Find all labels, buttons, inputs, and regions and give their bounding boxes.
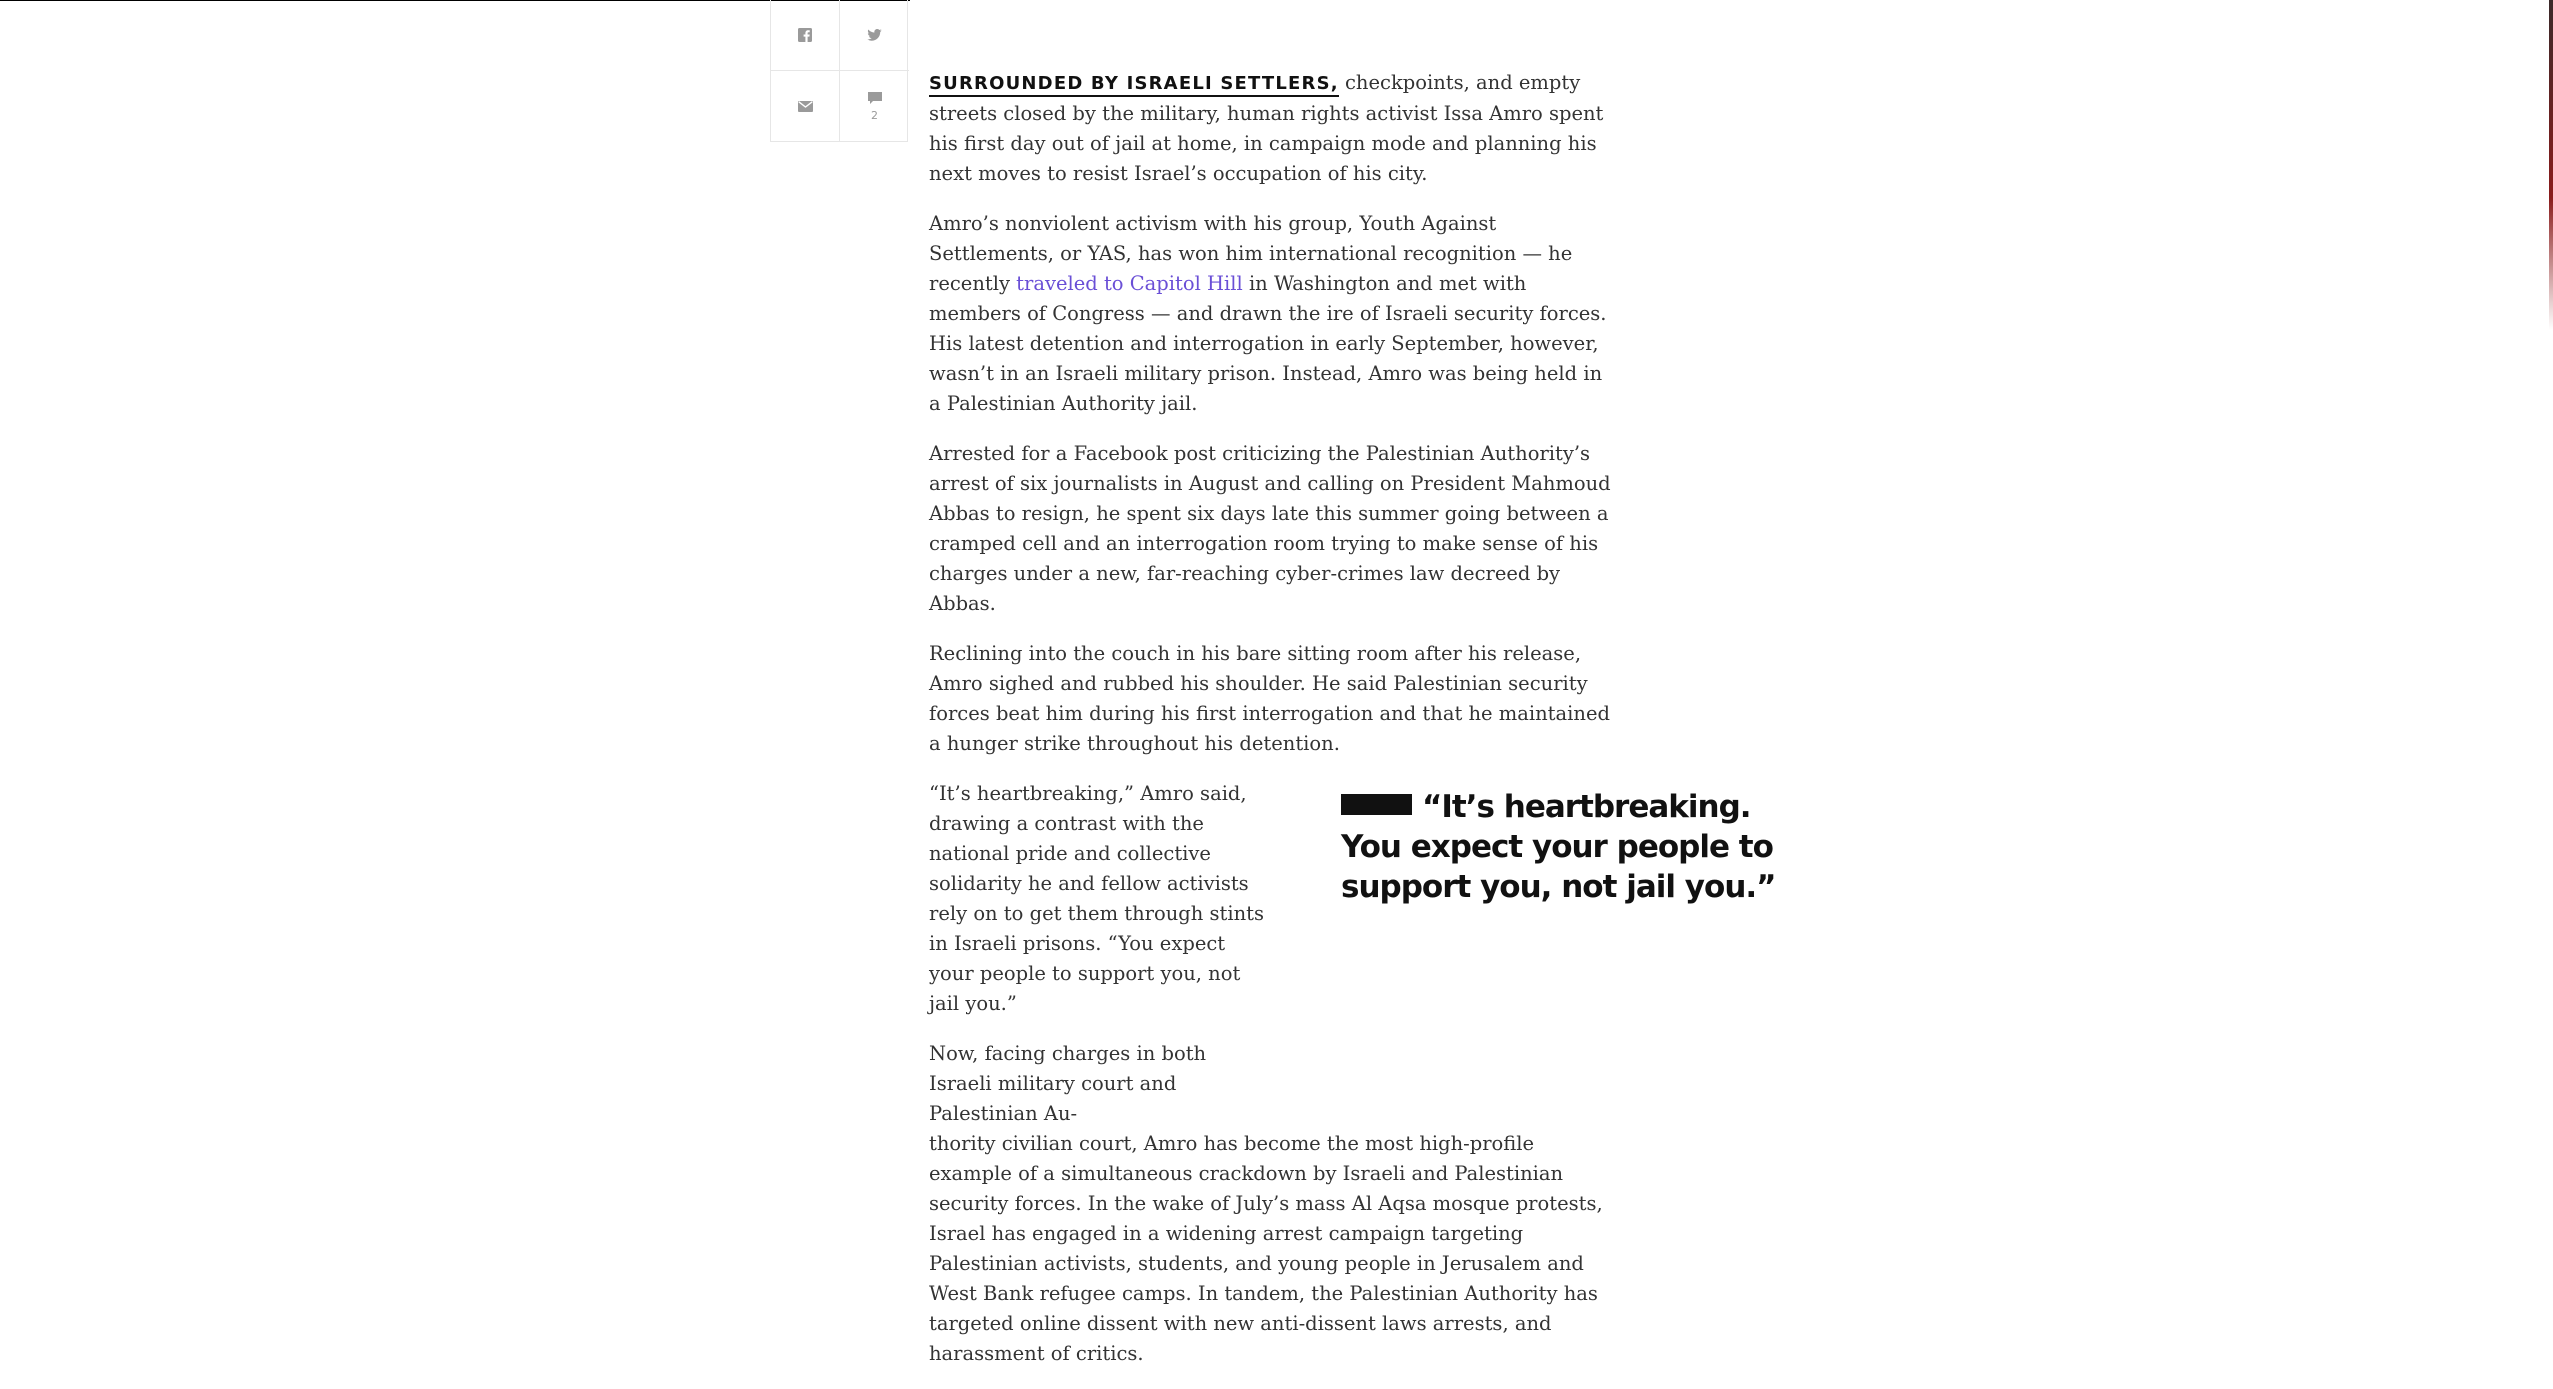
article-paragraph-1 (929, 68, 1614, 189)
email-share-button[interactable] (771, 71, 840, 142)
paragraph-text: checkpoints, and empty streets closed by the military, human rights activist Issa Amro spent his first day out of jail at home, in campaign mode and planning his next moves to resist Israel’s occupation of his city. (929, 71, 1604, 185)
paragraph-text: thority civilian court, Amro has become the most high-profile example of a simultaneous crackdown by Israeli and Palestinian security forces. In the wake of July’s mass Al Aqsa mosque protests, Israel has engaged in a widening arrest campaign targeting Palestinian activists, students, and young people in Jerusalem and West Bank refugee camps. In tandem, the Palestinian Authority has targeted online dissent with new anti-dissent laws arrests, and harassment of critics. (929, 1132, 1603, 1365)
comments-button[interactable] (840, 71, 909, 142)
paragraph-text: Amro’s nonviolent activism with his group, Youth Against Settlements, or YAS, has won him international recognition — he recently (929, 212, 1573, 295)
comment-count: 2 (871, 109, 878, 122)
article-paragraph-2 (929, 209, 1614, 419)
adjacent-image-edge (2549, 0, 2553, 330)
article-paragraph-4: Reclining into the couch in his bare sitting room after his release, Amro sighed and rubbed his shoulder. He said Palestinian security forces beat him during his first interrogation and that he maintained a hunger strike throughout his detention. (929, 642, 1610, 755)
twitter-share-button[interactable] (840, 0, 909, 71)
pull-quote-text: “It’s heartbreaking. You expect your people to support you, not jail you.” (1341, 789, 1776, 905)
facebook-share-button[interactable] (771, 0, 840, 71)
article-body (929, 68, 1614, 1389)
comment-icon (867, 91, 883, 105)
article-paragraph-3: Arrested for a Facebook post criticizing the Palestinian Authority’s arrest of six journalists in August and calling on President Mahmoud Abbas to resign, he spent six days late this summer going between a cramped cell and an interrogation room trying to make sense of his charges under a new, far-reaching cyber-crimes law decreed by Abbas. (929, 442, 1611, 615)
twitter-icon (867, 29, 882, 41)
lead-in: SURROUNDED BY ISRAELI SETTLERS, (929, 73, 1339, 97)
email-icon (798, 101, 813, 112)
article-paragraph-6 (929, 1039, 1614, 1369)
facebook-icon (798, 28, 812, 42)
paragraph-text: Now, facing charges in both Israeli military court and Palestinian Au- (929, 1042, 1207, 1125)
share-rail (770, 0, 908, 142)
article-paragraph-5: “It’s heartbreaking,” Amro said, drawing a contrast with the national pride and collective solidarity he and fellow activists rely on to get them through stints in Israeli prisons. “You expect your people to support you, not jail you.” (929, 782, 1265, 1015)
pull-quote-bar (1341, 794, 1412, 815)
paragraph-text: in Washington and met with members of Congress — and drawn the ire of Israeli security forces. His latest detention and interrogation in early September, however, wasn’t in an Israeli military prison. Instead, Amro was being held in a Palestinian Authority jail. (929, 272, 1607, 415)
pull-quote (1341, 787, 1796, 907)
capitol-hill-link[interactable]: traveled to Capitol Hill (1016, 272, 1243, 295)
